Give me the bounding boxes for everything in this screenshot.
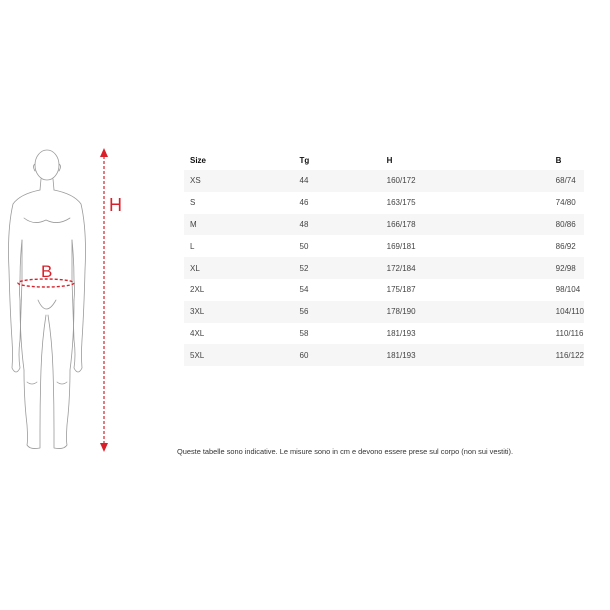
cell-size: XL — [184, 257, 294, 279]
cell-h: 166/178 — [381, 214, 550, 236]
cell-h: 175/187 — [386, 285, 416, 295]
cell-h: 172/184 — [381, 257, 550, 279]
header-h: H — [386, 155, 393, 165]
cell-b: 68/74 — [550, 170, 584, 192]
header-tg: Tg — [299, 155, 310, 165]
body-measurement-figure — [0, 140, 140, 470]
cell-tg: 46 — [299, 198, 309, 208]
size-table — [184, 150, 584, 366]
cell-size: 2XL — [190, 285, 205, 295]
table-row — [184, 301, 584, 323]
cell-tg: 44 — [294, 170, 381, 192]
cell-b: 110/116 — [555, 328, 584, 338]
cell-h: 178/190 — [381, 301, 550, 323]
height-label: H — [109, 195, 122, 215]
table-row — [184, 344, 584, 366]
table-row — [184, 323, 584, 345]
table-row — [184, 235, 584, 257]
cell-size: 4XL — [190, 328, 205, 338]
cell-size: L — [190, 241, 195, 251]
cell-size: XS — [184, 170, 294, 192]
cell-b: 74/80 — [555, 198, 576, 208]
cell-h: 181/193 — [381, 344, 550, 366]
table-row — [184, 170, 584, 192]
cell-tg: 48 — [294, 214, 381, 236]
header-b: B — [555, 155, 562, 165]
cell-h: 160/172 — [381, 170, 550, 192]
arrow-up-icon — [100, 148, 108, 157]
cell-size: S — [190, 198, 196, 208]
arrow-down-icon — [100, 443, 108, 452]
cell-b: 116/122 — [550, 344, 584, 366]
cell-b: 92/98 — [550, 257, 584, 279]
cell-b: 98/104 — [555, 285, 581, 295]
cell-tg: 52 — [294, 257, 381, 279]
table-row — [184, 279, 584, 301]
cell-tg: 56 — [294, 301, 381, 323]
footnote: Queste tabelle sono indicative. Le misure sono in cm e devono essere prese sul corpo (non sui vestiti). — [177, 447, 514, 456]
cell-size: 5XL — [184, 344, 294, 366]
waist-label: B — [41, 262, 53, 281]
cell-tg: 58 — [299, 328, 309, 338]
header-size: Size — [190, 155, 207, 165]
table-row — [184, 192, 584, 214]
table-row — [184, 257, 584, 279]
cell-tg: 50 — [299, 241, 309, 251]
cell-b: 104/110 — [550, 301, 584, 323]
cell-b: 86/92 — [555, 241, 576, 251]
cell-h: 163/175 — [386, 198, 416, 208]
cell-h: 169/181 — [386, 241, 416, 251]
cell-tg: 54 — [299, 285, 309, 295]
table-header-row — [184, 150, 584, 170]
cell-b: 80/86 — [550, 214, 584, 236]
cell-tg: 60 — [294, 344, 381, 366]
cell-size: M — [184, 214, 294, 236]
table-row — [184, 214, 584, 236]
cell-size: 3XL — [184, 301, 294, 323]
cell-h: 181/193 — [386, 328, 416, 338]
body-outline — [9, 150, 86, 449]
